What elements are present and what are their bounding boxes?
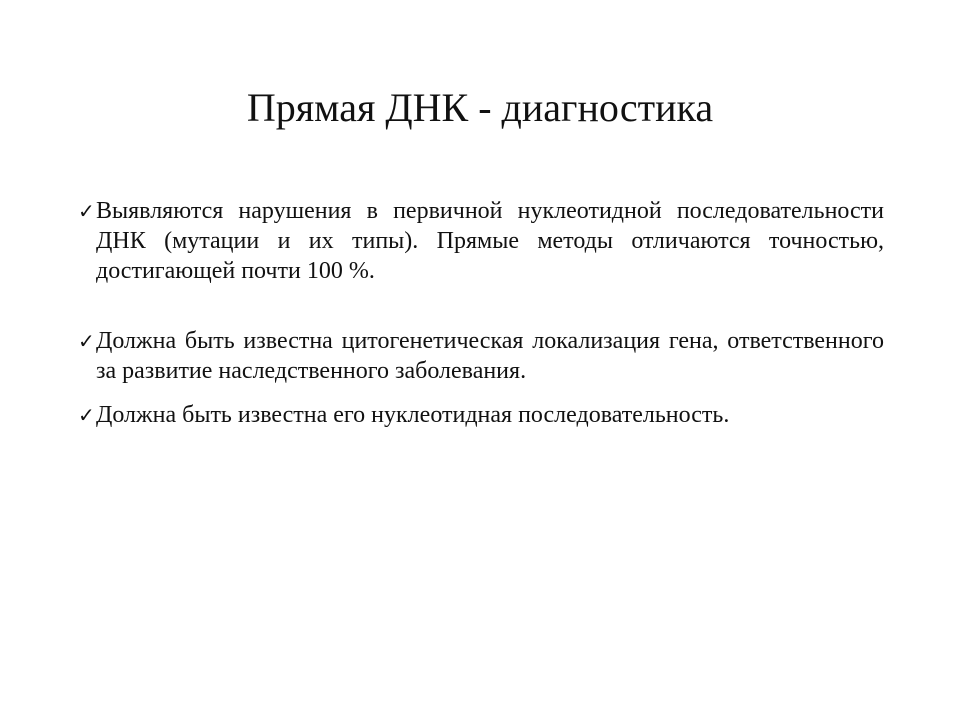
slide-title: Прямая ДНК - диагностика	[246, 85, 714, 130]
checkmark-icon: ✓	[78, 403, 95, 427]
bullet-item	[78, 196, 884, 286]
bullet-item	[78, 400, 884, 430]
bullet-list	[78, 196, 884, 430]
checkmark-icon: ✓	[78, 199, 95, 223]
bullet-text: Должна быть известна цитогенетическая локализация гена, ответственного за развитие наследственного заболевания.	[96, 328, 884, 384]
bullet-text: Должна быть известна его нуклеотидная последовательность.	[96, 402, 730, 428]
checkmark-icon: ✓	[78, 329, 95, 353]
bullet-text: Выявляются нарушения в первичной нуклеотидной последовательности ДНК (мутации и их типы). Прямые методы отличаются точностью, достигающей почти 100 %.	[96, 198, 884, 284]
bullet-item	[78, 326, 884, 386]
